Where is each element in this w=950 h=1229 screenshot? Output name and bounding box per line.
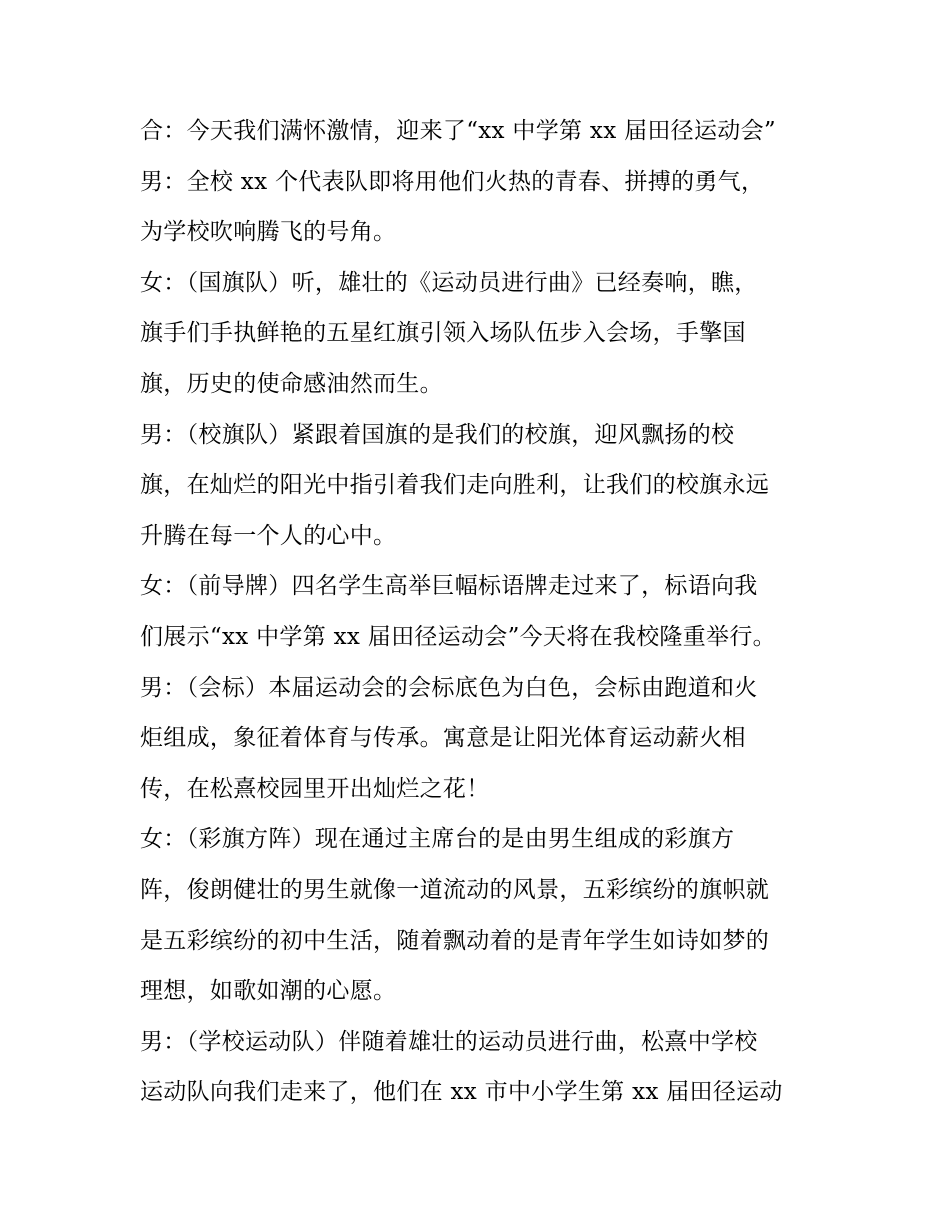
text-line: 升腾在每一个人的心中。	[140, 522, 397, 549]
text-line: 理想，如歌如潮的心愿。	[140, 978, 397, 1005]
text-line: 女：（前导牌）四名学生高举巨幅标语牌走过来了，标语向我	[140, 573, 758, 600]
text-line: 阵，俊朗健壮的男生就像一道流动的风景，五彩缤纷的旗帜就	[140, 876, 770, 903]
text-line: 男：（会标）本届运动会的会标底色为白色，会标由跑道和火	[140, 674, 758, 701]
text-line: 男：全校 xx 个代表队即将用他们火热的青春、拼搏的勇气，	[140, 168, 765, 195]
text-line: 男：（校旗队）紧跟着国旗的是我们的校旗，迎风飘扬的校	[140, 421, 735, 448]
text-line: 合：今天我们满怀激情，迎来了“xx 中学第 xx 届田径运动会”	[140, 118, 776, 144]
text-line: 炬组成，象征着体育与传承。寓意是让阳光体育运动薪火相	[140, 725, 746, 752]
text-line: 传，在松熹校园里开出灿烂之花！	[140, 775, 490, 802]
text-line: 男：（学校运动队）伴随着雄壮的运动员进行曲，松熹中学校	[140, 1028, 758, 1055]
document-body	[140, 106, 820, 1118]
text-line: 为学校吹响腾飞的号角。	[140, 219, 397, 246]
text-line: 们展示“xx 中学第 xx 届田径运动会”今天将在我校隆重举行。	[140, 623, 776, 650]
text-line: 旗手们手执鲜艳的五星红旗引领入场队伍步入会场，手擎国	[140, 320, 746, 347]
text-line: 运动队向我们走来了，他们在 xx 市中小学生第 xx 届田径运动	[140, 1079, 783, 1106]
text-line: 旗，在灿烂的阳光中指引着我们走向胜利，让我们的校旗永远	[140, 472, 770, 499]
text-line: 女：（彩旗方阵）现在通过主席台的是由男生组成的彩旗方	[140, 826, 735, 853]
text-line: 女：（国旗队）听，雄壮的《运动员进行曲》已经奏响，瞧，	[140, 269, 758, 296]
text-line: 旗，历史的使命感油然而生。	[140, 370, 443, 397]
text-line: 是五彩缤纷的初中生活，随着飘动着的是青年学生如诗如梦的	[140, 927, 770, 954]
